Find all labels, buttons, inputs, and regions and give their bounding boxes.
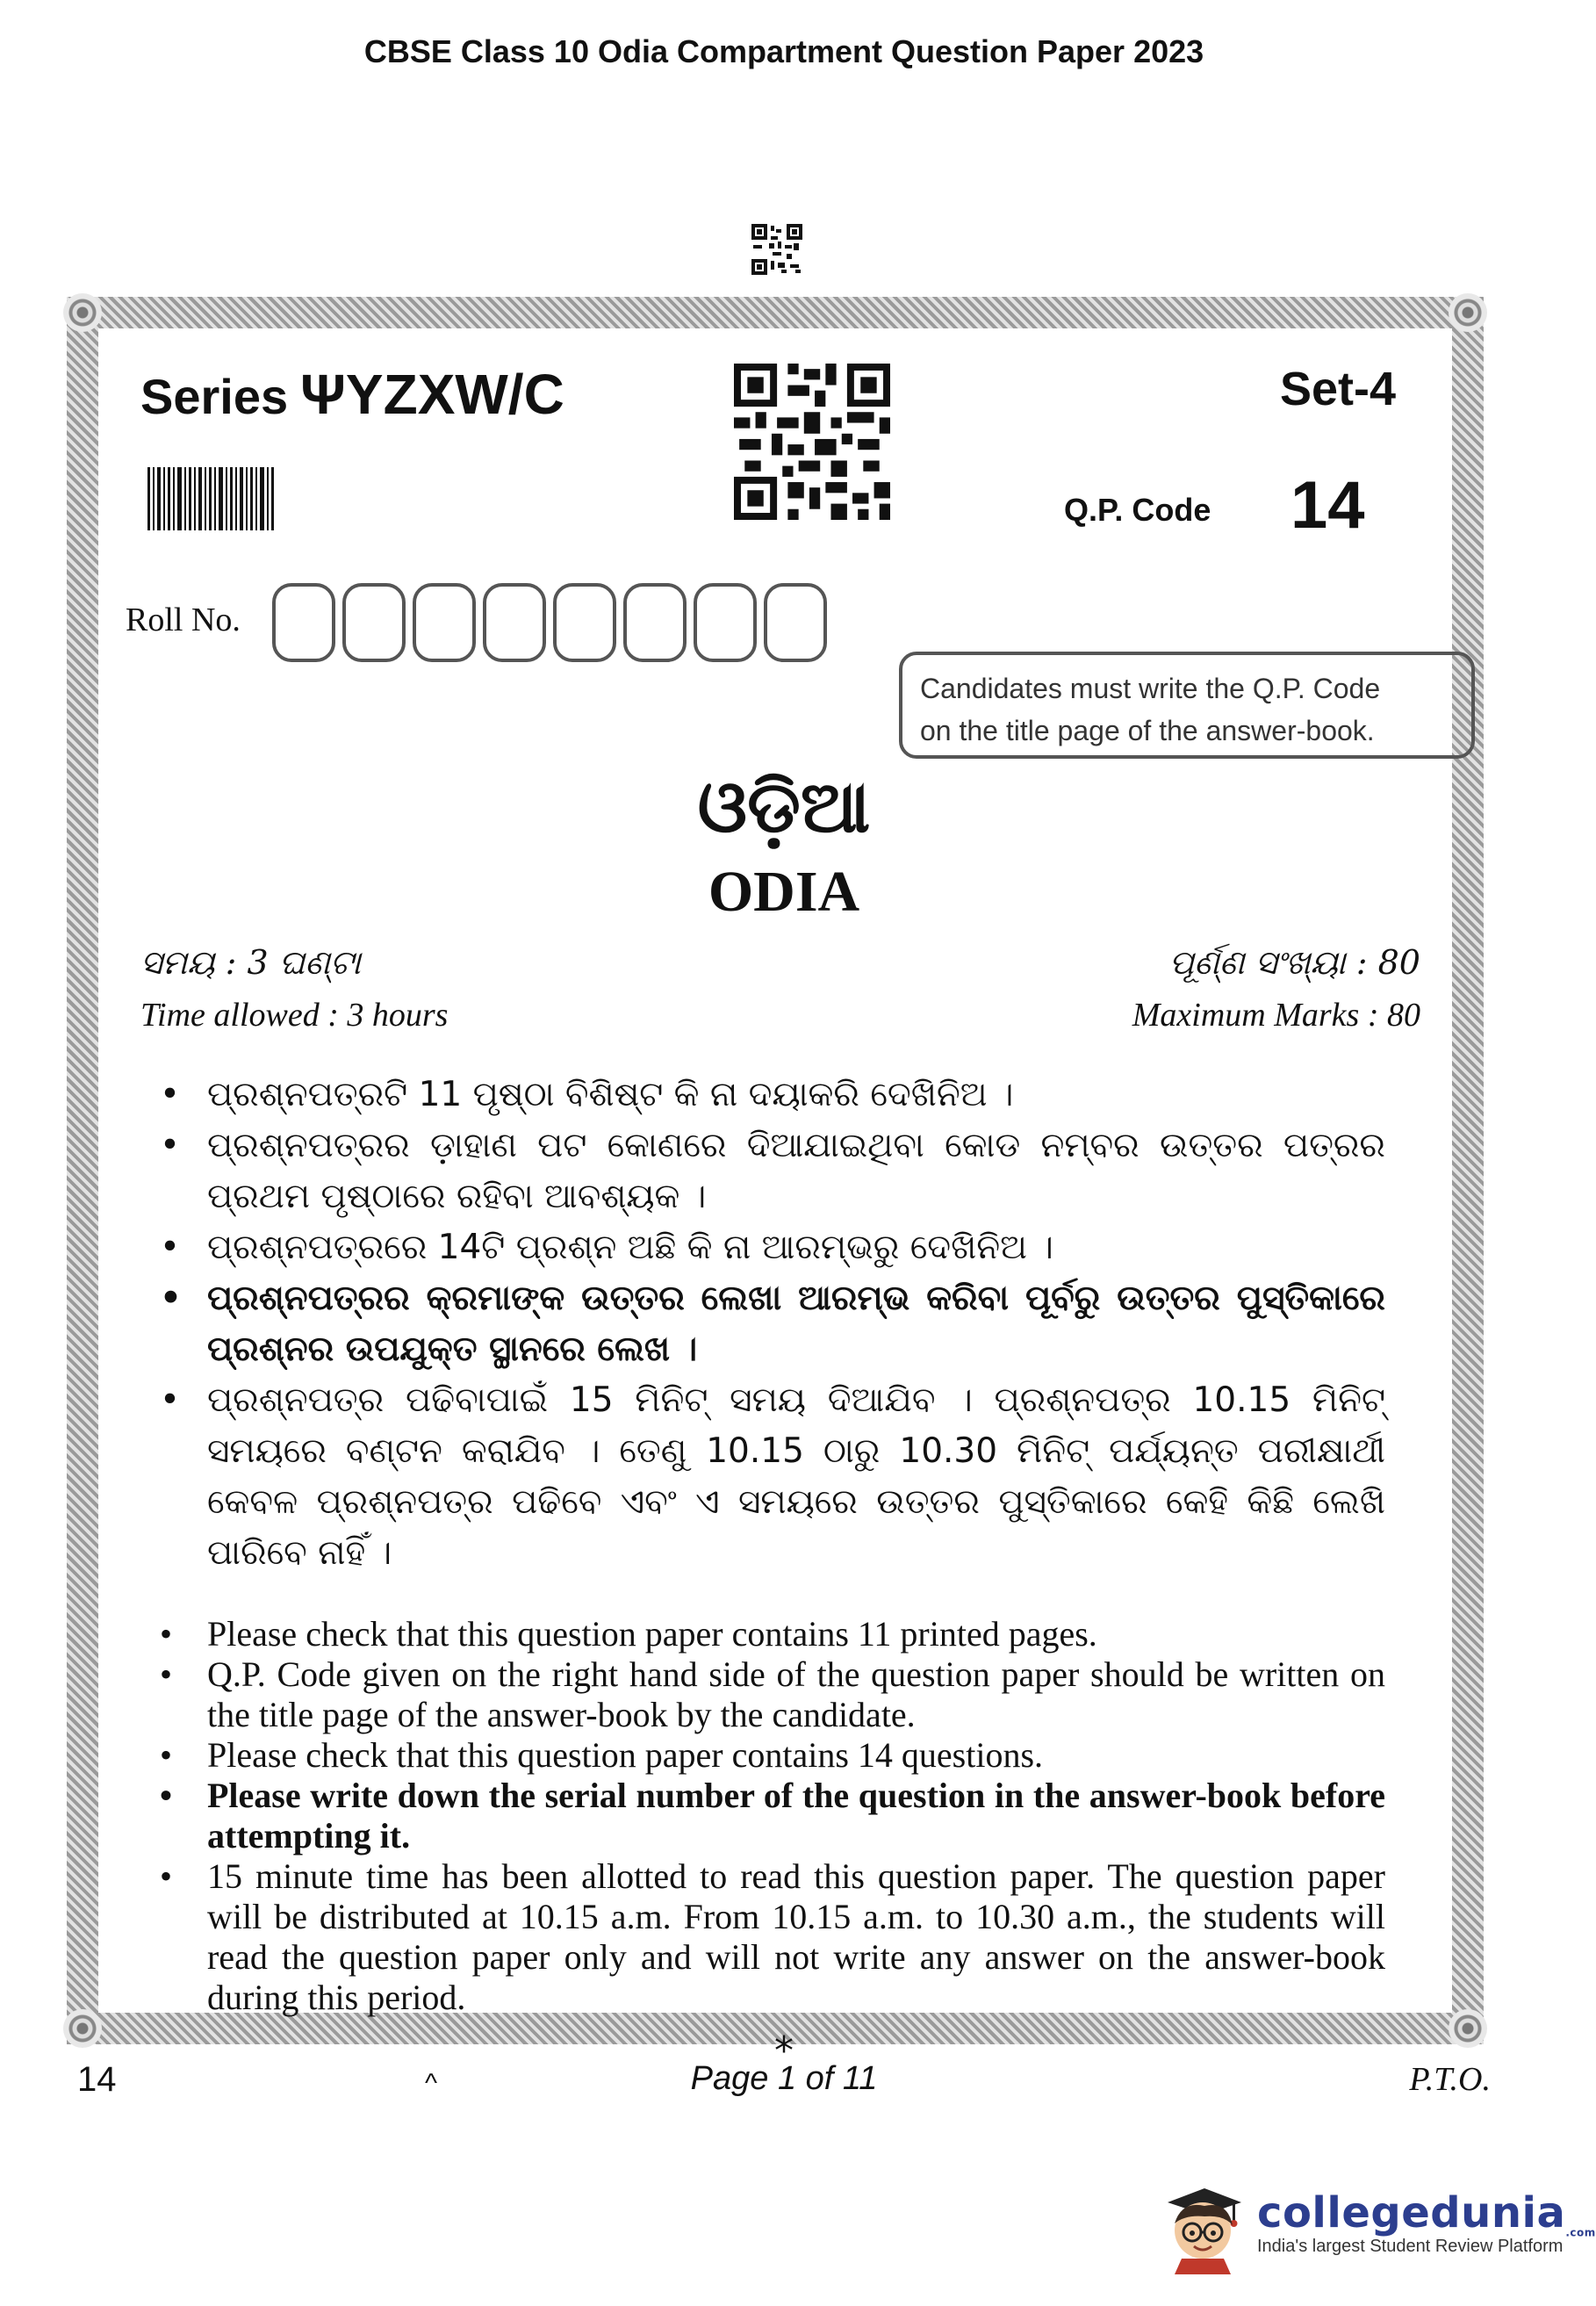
footer-page-number: Page 1 of 11	[690, 2060, 878, 2097]
instruction-item: • Q.P. Code given on the right hand side of the question paper should be written on the title page of the answer-book by the candidate.	[153, 1654, 1385, 1735]
instruction-item: • ପ୍ରଶ୍ନପତ୍ରରେ 14ଟି ପ୍ରଶ୍ନ ଅଛି କି ନା ଆରମ୍ଭରୁ ଦେଖିନିଅ ।	[153, 1222, 1385, 1273]
candidate-notice-box	[899, 652, 1475, 759]
document-header-title: CBSE Class 10 Odia Compartment Question Paper 2023	[363, 33, 1204, 69]
border-corner-ornament-icon	[63, 2009, 102, 2048]
small-qr-code-icon	[751, 224, 802, 275]
candidate-notice-line: on the title page of the answer-book.	[920, 715, 1375, 746]
roll-number-digit-box[interactable]	[272, 583, 335, 662]
instruction-item: • Please check that this question paper contains 11 printed pages.	[153, 1614, 1385, 1654]
border-corner-ornament-icon	[1449, 293, 1487, 332]
instruction-item: • Please check that this question paper contains 14 questions.	[153, 1735, 1385, 1776]
footer-asterisk: *	[774, 2029, 794, 2073]
roll-number-digit-box[interactable]	[623, 583, 687, 662]
footer-caret: ^	[425, 2069, 438, 2098]
collegedunia-logo-text: collegedunia$_{.com}$	[1257, 2187, 1596, 2239]
series-label: Series	[140, 369, 289, 424]
time-allowed-odia: ସମୟ : 3 ଘଣ୍ଟା	[140, 943, 361, 982]
subject-title-odia: ଓଡ଼ିଆ	[697, 766, 871, 849]
footer-pto: P.T.O.	[1409, 2061, 1491, 2098]
maximum-marks-english: Maximum Marks : 80	[1132, 997, 1420, 1034]
footer-qp-code: 14	[77, 2060, 117, 2099]
qr-code-icon	[734, 364, 890, 520]
instruction-item: • ପ୍ରଶ୍ନପତ୍ରଟି 11 ପୃଷ୍ଠା ବିଶିଷ୍ଟ କି ନା ଦୟାକରି ଦେଖିନିଅ ।	[153, 1070, 1385, 1121]
set-number: Set-4	[1279, 363, 1396, 415]
instructions-odia-list	[153, 1070, 1385, 1579]
roll-number-label: Roll No.	[126, 602, 241, 638]
roll-number-boxes	[272, 583, 827, 662]
student-mascot-icon	[1155, 2171, 1250, 2274]
candidate-notice-line: Candidates must write the Q.P. Code	[920, 673, 1381, 704]
roll-number-digit-box[interactable]	[413, 583, 476, 662]
subject-title-english: ODIA	[708, 860, 860, 924]
roll-number-digit-box[interactable]	[764, 583, 827, 662]
instruction-item: • ପ୍ରଶ୍ନପତ୍ରର କ୍ରମାଙ୍କ ଉତ୍ତର ଲେଖା ଆରମ୍ଭ କରିବା ପୂର୍ବରୁ ଉତ୍ତର ପୁସ୍ତିକାରେ ପ୍ରଶ୍ନର ଉପଯୁକ୍ତ ସ୍ଥାନରେ ଲେଖ ।	[153, 1273, 1385, 1375]
maximum-marks-odia: ପୂର୍ଣ୍ଣ ସଂଖ୍ୟା : 80	[1168, 943, 1420, 982]
collegedunia-tagline: India's largest Student Review Platform	[1257, 2237, 1564, 2257]
instructions-english-list	[153, 1614, 1385, 2018]
instruction-item: • ପ୍ରଶ୍ନପତ୍ର ପଢିବାପାଇଁ 15 ମିନିଟ୍ ସମୟ ଦିଆଯିବ । ପ୍ରଶ୍ନପତ୍ର 10.15 ମିନିଟ୍ ସମୟରେ ବଣ୍ଟନ କରାଯିବ । ତେଣୁ 10.15 ଠାରୁ 10.30 ମିନିଟ୍ ପର୍ଯ୍ୟନ୍ତ ପରୀକ୍ଷାର୍ଥୀ କେବଳ ପ୍ରଶ୍ନପତ୍ର ପଢିବେ ଏବଂ ଏ ସମୟରେ ଉତ୍ତର ପୁସ୍ତିକାରେ କେହି କିଛି ଲେଖି ପାରିବେ ନାହିଁ ।	[153, 1375, 1385, 1579]
border-corner-ornament-icon	[1449, 2009, 1487, 2048]
instruction-item: • 15 minute time has been allotted to read this question paper. The question paper will be distributed at 10.15 a.m. From 10.15 a.m. to 10.30 a.m., the students will read the question paper only and will not write any answer on the answer-book during this period.	[153, 1856, 1385, 2018]
instruction-item: • ପ୍ରଶ୍ନପତ୍ରର ଡ଼ାହାଣ ପଟ କୋଣରେ ଦିଆଯାଇଥିବା କୋଡ ନମ୍ବର ଉତ୍ତର ପତ୍ରର ପ୍ରଥମ ପୃଷ୍ଠାରେ ରହିବା ଆବଶ୍ୟକ ।	[153, 1121, 1385, 1222]
border-corner-ornament-icon	[63, 293, 102, 332]
roll-number-digit-box[interactable]	[694, 583, 757, 662]
collegedunia-watermark	[1155, 2171, 1596, 2274]
roll-number-digit-box[interactable]	[553, 583, 616, 662]
series-code: ΨYZXW/C	[300, 363, 564, 426]
instruction-item: • Please write down the serial number of the question in the answer-book before attempting it.	[153, 1776, 1385, 1856]
roll-number-digit-box[interactable]	[342, 583, 406, 662]
barcode-icon	[147, 467, 276, 530]
time-allowed-english: Time allowed : 3 hours	[140, 997, 449, 1034]
series-line	[140, 362, 564, 427]
qp-code-label: Q.P. Code	[1064, 492, 1211, 528]
roll-number-digit-box[interactable]	[483, 583, 546, 662]
qp-code-value: 14	[1290, 468, 1365, 543]
